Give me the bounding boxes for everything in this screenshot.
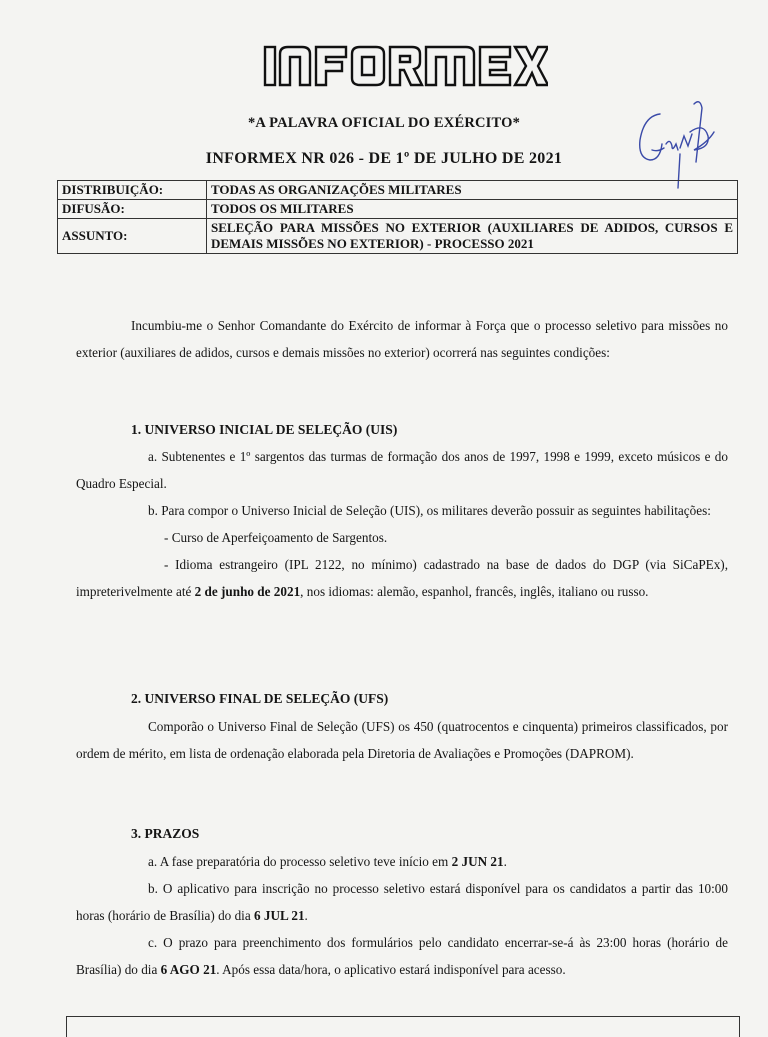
b2-text-post: , nos idiomas: alemão, espanhol, francês, inglês, italiano ou russo. — [300, 584, 649, 599]
section-1-item-b: b. Para compor o Universo Inicial de Seleção (UIS), os militares deverão possuir as seguintes habilitações: — [148, 503, 711, 518]
section-1-body — [76, 443, 728, 605]
diffusion-value: TODOS OS MILITARES — [207, 200, 738, 219]
intro-paragraph — [76, 312, 728, 366]
a-text-pre: a. A fase preparatória do processo seletivo teve início em — [148, 854, 452, 869]
b2-text-pre: - Idioma estrangeiro (IPL 2122, no mínimo) cadastrado na base de dados do DGP (via SiCaPEx), impreterivelmente até — [76, 557, 728, 599]
diffusion-label: DIFUSÃO: — [58, 200, 207, 219]
section-2-text: Comporão o Universo Final de Seleção (UFS) os 450 (quatrocentos e cinquenta) primeiros classificados, por ordem de mérito, em lista de ordenação elaborada pela Diretoria de Avaliações e Promoções (DAPROM). — [76, 719, 728, 761]
section-1-heading: 1. UNIVERSO INICIAL DE SELEÇÃO (UIS) — [131, 422, 398, 437]
distribution-value: TODAS AS ORGANIZAÇÕES MILITARES — [207, 181, 738, 200]
subject-label: ASSUNTO: — [58, 219, 207, 254]
table-row — [58, 200, 738, 219]
b2-date: 2 de junho de 2021 — [194, 584, 301, 599]
signature-image — [630, 92, 722, 192]
c-date: 6 AGO 21 — [160, 962, 217, 977]
section-3-item-a — [76, 848, 728, 875]
section-2-body — [76, 713, 728, 767]
section-1-item-a: a. Subtenentes e 1º sargentos das turmas de formação dos anos de 1997, 1998 e 1999, exceto músicos e do Quadro Especial. — [76, 449, 728, 491]
intro-text: Incumbiu-me o Senhor Comandante do Exército de informar à Força que o processo seletivo para missões no exterior (auxiliares de adidos, cursos e demais missões no exterior) ocorrerá nas seguintes condições: — [76, 318, 728, 360]
handwritten-signature — [630, 92, 722, 192]
a-text-post: . — [503, 854, 507, 869]
c-text-pre: c. O prazo para preenchimento dos formulários pelo candidato encerrar-se-á às 23:00 horas (horário de Brasília) do dia — [76, 935, 728, 977]
section-3-heading: 3. PRAZOS — [131, 826, 200, 841]
distribution-table — [57, 180, 738, 254]
section-3-body — [76, 848, 728, 983]
c-text-post: . Após essa data/hora, o aplicativo estará indisponível para acesso. — [216, 962, 566, 977]
section-3-item-b — [76, 875, 728, 929]
cut-off-box — [66, 1016, 740, 1037]
b-date: 6 JUL 21 — [253, 908, 305, 923]
section-2-heading: 2. UNIVERSO FINAL DE SELEÇÃO (UFS) — [131, 691, 389, 706]
section-1-item-b2 — [76, 551, 728, 605]
b-text-post: . — [304, 908, 308, 923]
table-row — [58, 219, 738, 254]
document-title: INFORMEX NR 026 - DE 1º DE JULHO DE 2021 — [205, 150, 563, 167]
informex-logo — [262, 42, 548, 90]
b-text-pre: b. O aplicativo para inscrição no processo seletivo estará disponível para os candidatos a partir das 10:00 horas (horário de Brasília) do dia — [76, 881, 728, 923]
tagline: *A PALAVRA OFICIAL DO EXÉRCITO* — [247, 115, 521, 131]
section-1-item-b1: - Curso de Aperfeiçoamento de Sargentos. — [164, 530, 388, 545]
distribution-label: DISTRIBUIÇÃO: — [58, 181, 207, 200]
section-3-item-c — [76, 929, 728, 983]
a-date: 2 JUN 21 — [451, 854, 504, 869]
table-row — [58, 181, 738, 200]
subject-value: SELEÇÃO PARA MISSÕES NO EXTERIOR (AUXILIARES DE ADIDOS, CURSOS E DEMAIS MISSÕES NO EXTERIOR) - PROCESSO 2021 — [207, 219, 738, 254]
informex-logo-graphic — [262, 42, 548, 90]
